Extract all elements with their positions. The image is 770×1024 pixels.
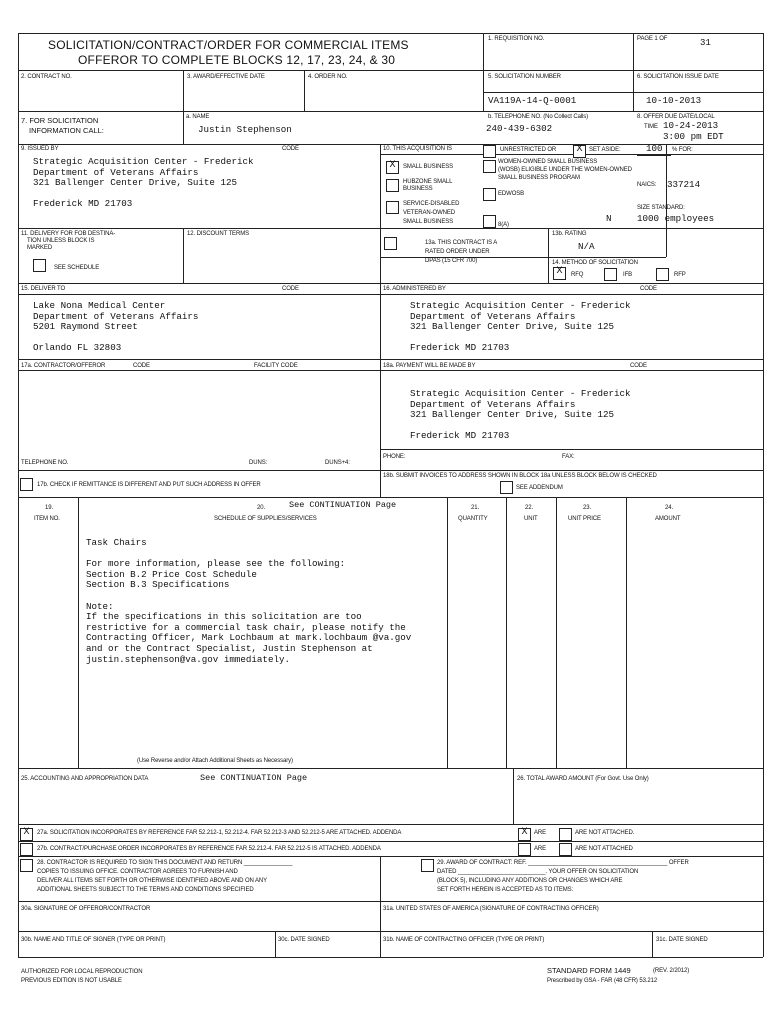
page-total: 31 bbox=[700, 38, 711, 48]
administered-by-code-label: CODE bbox=[640, 286, 657, 292]
fob-label-2: TION UNLESS BLOCK IS bbox=[27, 238, 95, 244]
page-label: PAGE 1 OF bbox=[637, 36, 668, 42]
offer-due-date[interactable]: 10-24-2013 bbox=[663, 120, 719, 131]
rating-label: 13b. RATING bbox=[552, 231, 587, 237]
fob-label-3: MARKED bbox=[27, 245, 53, 251]
unit-price-num: 23. bbox=[583, 505, 592, 511]
telephone-no-label: TELEPHONE NO. bbox=[21, 460, 69, 466]
set-aside-checkbox[interactable] bbox=[573, 145, 586, 158]
rating-value[interactable]: N/A bbox=[578, 241, 595, 252]
small-business-mark: X bbox=[389, 160, 396, 171]
wosb-label-3: SMALL BUSINESS PROGRAM bbox=[498, 175, 580, 181]
addenda-b-are-not-checkbox[interactable] bbox=[559, 843, 572, 856]
sig-31b-label: 31b. NAME OF CONTRACTING OFFICER (TYPE OR PRINT) bbox=[383, 937, 545, 943]
addenda-are-not-checkbox[interactable] bbox=[559, 828, 572, 841]
accounting-value: See CONTINUATION Page bbox=[200, 773, 308, 783]
quantity-num: 21. bbox=[471, 505, 480, 511]
sdvosb-label-2: VETERAN-OWNED bbox=[403, 210, 456, 216]
small-business-label: SMALL BUSINESS bbox=[403, 164, 454, 170]
far-27a-mark: X bbox=[23, 827, 30, 838]
issued-by-code-label: CODE bbox=[282, 146, 299, 152]
small-business-checkbox[interactable] bbox=[386, 161, 399, 174]
set-aside-mark: X bbox=[576, 144, 583, 155]
set-aside-percent[interactable]: 100 bbox=[646, 143, 663, 154]
deliver-to-code-label: CODE bbox=[282, 286, 299, 292]
sig-30b-label: 30b. NAME AND TITLE OF SIGNER (TYPE OR PRINT) bbox=[21, 937, 166, 943]
naics-label: NAICS: bbox=[637, 182, 657, 188]
award-date-label: 3. AWARD/EFFECTIVE DATE bbox=[187, 74, 265, 80]
unit-num: 22. bbox=[525, 505, 534, 511]
addenda-are-checkbox[interactable] bbox=[518, 828, 531, 841]
far-27a-label: 27a. SOLICITATION INCORPORATES BY REFERENCE FAR 52.212-1, 52.212-4. FAR 52.212-3 AND 52.212-5 ARE ATTACHED. ADDENDA bbox=[37, 830, 402, 836]
far-27b-checkbox[interactable] bbox=[20, 843, 33, 856]
amount-label: AMOUNT bbox=[655, 516, 681, 522]
schedule-footer-note: (Use Reverse and/or Attach Additional Sheets as Necessary) bbox=[137, 758, 293, 764]
deliver-to-label: 15. DELIVER TO bbox=[21, 286, 66, 292]
unit-label: UNIT bbox=[524, 516, 538, 522]
rfq-mark: X bbox=[556, 266, 563, 277]
sig-31c-label: 31c. DATE SIGNED bbox=[656, 937, 708, 943]
fob-label-1: 11. DELIVERY FOR FOB DESTINA- bbox=[21, 231, 116, 237]
award-line1: 29. AWARD OF CONTRACT: REF. ___________________________________________ OFFER bbox=[437, 860, 689, 866]
rfq-label: RFQ bbox=[571, 272, 584, 278]
addenda-b-are-label: ARE bbox=[534, 846, 547, 852]
sdvosb-label-3: SMALL BUSINESS bbox=[403, 219, 454, 225]
ifb-checkbox[interactable] bbox=[604, 268, 617, 281]
quantity-label: QUANTITY bbox=[458, 516, 488, 522]
award-checkbox[interactable] bbox=[421, 859, 434, 872]
addenda-b-are-checkbox[interactable] bbox=[518, 843, 531, 856]
see-schedule-label: SEE SCHEDULE bbox=[54, 265, 100, 271]
set-aside-label: SET ASIDE: bbox=[589, 147, 621, 153]
issued-by-address: Strategic Acquisition Center - Frederick Department of Veterans Affairs 321 Ballenger Center Drive, Suite 125 Frederick MD 21703 bbox=[33, 156, 254, 210]
ifb-label: IFB bbox=[623, 272, 633, 278]
size-standard-label: SIZE STANDARD: bbox=[637, 205, 685, 211]
form-subtitle: OFFEROR TO COMPLETE BLOCKS 12, 17, 23, 24, & 30 bbox=[78, 53, 396, 67]
edwosb-label: EDWOSB bbox=[498, 191, 525, 197]
payment-code-label: CODE bbox=[630, 363, 647, 369]
award-line4: SET FORTH HEREIN IS ACCEPTED AS TO ITEMS: bbox=[437, 887, 574, 893]
award-line3: (BLOCK 5), INCLUDING ANY ADDITIONS OR CHANGES WHICH ARE bbox=[437, 878, 623, 884]
rated-label-3: DPAS (15 CFR 700) bbox=[425, 258, 478, 264]
issue-date-label: 6. SOLICITATION ISSUE DATE bbox=[637, 74, 719, 80]
block28-line3: DELIVER ALL ITEMS SET FORTH OR OTHERWISE IDENTIFIED ABOVE AND ON ANY bbox=[37, 878, 268, 884]
sig-31a-label: 31a. UNITED STATES OF AMERICA (SIGNATURE OF CONTRACTING OFFICER) bbox=[383, 906, 599, 912]
total-award-label: 26. TOTAL AWARD AMOUNT (For Govt. Use Only) bbox=[517, 776, 649, 782]
addendum-checkbox[interactable] bbox=[500, 481, 513, 494]
rated-label-2: RATED ORDER UNDER bbox=[425, 249, 490, 255]
offer-due-label: 8. OFFER DUE DATE/LOCAL bbox=[637, 114, 715, 120]
administered-by-label: 16. ADMINISTERED BY bbox=[383, 286, 446, 292]
discount-terms-label: 12. DISCOUNT TERMS bbox=[187, 231, 249, 237]
eight-a-label: 8(A) bbox=[498, 222, 509, 228]
issue-date[interactable]: 10-10-2013 bbox=[646, 95, 702, 106]
size-standard[interactable]: 1000 employees bbox=[637, 213, 715, 224]
addendum-label: SEE ADDENDUM bbox=[516, 485, 563, 491]
supplies-label: SCHEDULE OF SUPPLIES/SERVICES bbox=[214, 516, 317, 522]
wosb-label-2: (WOSB) ELIGIBLE UNDER THE WOMEN-OWNED bbox=[498, 167, 632, 173]
rfp-checkbox[interactable] bbox=[656, 268, 669, 281]
addenda-are-mark: X bbox=[521, 827, 528, 838]
deliver-to-address: Lake Nona Medical Center Department of Veterans Affairs 5201 Raymond Street Orlando FL 32803 bbox=[33, 300, 199, 354]
hubzone-label-2: BUSINESS bbox=[403, 186, 433, 192]
footer-form-name: STANDARD FORM 1449 bbox=[547, 966, 631, 975]
rated-label-1: 13a. THIS CONTRACT IS A bbox=[425, 240, 498, 246]
form-title: SOLICITATION/CONTRACT/ORDER FOR COMMERCIAL ITEMS bbox=[48, 38, 409, 52]
contractor-sign-checkbox[interactable] bbox=[20, 859, 33, 872]
duns-label: DUNS: bbox=[249, 460, 268, 466]
naics-code[interactable]: 337214 bbox=[667, 179, 701, 190]
footer-previous-edition: PREVIOUS EDITION IS NOT USABLE bbox=[21, 978, 122, 984]
item-no-num: 19. bbox=[45, 505, 54, 511]
sdvosb-checkbox[interactable] bbox=[386, 201, 399, 214]
addenda-are-label: ARE bbox=[534, 830, 547, 836]
time-label: TIME bbox=[644, 124, 658, 130]
percent-for-label: % FOR: bbox=[672, 147, 693, 153]
remittance-checkbox[interactable] bbox=[20, 478, 33, 491]
fax-label: FAX: bbox=[562, 454, 575, 460]
phone-label: PHONE: bbox=[383, 454, 406, 460]
far-27b-label: 27b. CONTRACT/PURCHASE ORDER INCORPORATES BY REFERENCE FAR 52.212-4. FAR 52.212-5 IS ATTACHED. ADDENDA bbox=[37, 846, 381, 852]
acquisition-label: 10. THIS ACQUISITION IS bbox=[383, 146, 452, 152]
amount-num: 24. bbox=[665, 505, 674, 511]
wosb-checkbox[interactable] bbox=[483, 160, 496, 173]
name-label: a. NAME bbox=[186, 114, 210, 120]
sdvosb-label-1: SERVICE-DISABLED bbox=[403, 201, 460, 207]
addenda-are-not-label: ARE NOT ATTACHED. bbox=[575, 830, 635, 836]
payment-address: Strategic Acquisition Center - Frederick Department of Veterans Affairs 321 Ballenger Center Drive, Suite 125 Frederick MD 21703 bbox=[410, 388, 631, 442]
unrestricted-label: UNRESTRICTED OR bbox=[500, 147, 557, 153]
contract-no-label: 2. CONTRACT NO. bbox=[21, 74, 72, 80]
hubzone-label-1: HUBZONE SMALL bbox=[403, 179, 453, 185]
footer-prescribed: Prescribed by GSA - FAR (48 CFR) 53.212 bbox=[547, 978, 658, 984]
rfq-checkbox[interactable] bbox=[553, 267, 566, 280]
telephone-label: b. TELEPHONE NO. (No Collect Calls) bbox=[488, 114, 589, 120]
block28-line1: 28. CONTRACTOR IS REQUIRED TO SIGN THIS DOCUMENT AND RETURN _______________ bbox=[37, 860, 293, 866]
info-call-label-2: INFORMATION CALL: bbox=[29, 126, 104, 135]
offer-due-time[interactable]: 3:00 pm EDT bbox=[663, 131, 724, 142]
far-27a-checkbox[interactable] bbox=[20, 828, 33, 841]
footer-revision: (REV. 2/2012) bbox=[653, 968, 690, 974]
issued-by-label: 9. ISSUED BY bbox=[21, 146, 59, 152]
hubzone-checkbox[interactable] bbox=[386, 179, 399, 192]
block28-line4: ADDITIONAL SHEETS SUBJECT TO THE TERMS AND CONDITIONS SPECIFIED bbox=[37, 887, 254, 893]
requisition-no-label: 1. REQUISITION NO. bbox=[488, 36, 545, 42]
schedule-body: Task Chairs For more information, please see the following: Section B.2 Price Cost Schedule Section B.3 Specifications Note: If the specifications in this solicitation are too restrictive for a commercial task chair, please notify the Contracting Officer, Mark Lochbaum at mark.lochbaum @va.gov and or the Contract Specialist, Justin Stephenson at justin.stephenson@va.gov immediately. bbox=[86, 537, 412, 665]
item-no-label: ITEM NO. bbox=[34, 516, 60, 522]
supplies-continuation-note: See CONTINUATION Page bbox=[289, 500, 397, 510]
edwosb-checkbox[interactable] bbox=[483, 188, 496, 201]
accounting-label: 25. ACCOUNTING AND APPROPRIATION DATA bbox=[21, 776, 149, 782]
sig-30a-label: 30a. SIGNATURE OF OFFEROR/CONTRACTOR bbox=[21, 906, 151, 912]
supplies-num: 20. bbox=[257, 505, 266, 511]
contractor-code-label: CODE bbox=[133, 363, 150, 369]
eight-a-checkbox[interactable] bbox=[483, 215, 496, 228]
duns4-label: DUNS+4: bbox=[325, 460, 350, 466]
award-line2: DATED ___________________________. YOUR OFFER ON SOLICITATION bbox=[437, 869, 639, 875]
solicitation-no[interactable]: VA119A-14-Q-0001 bbox=[488, 95, 577, 106]
rated-order-checkbox[interactable] bbox=[384, 237, 397, 250]
order-no-label: 4. ORDER NO. bbox=[308, 74, 348, 80]
rfp-label: RFP bbox=[674, 272, 686, 278]
contact-name[interactable]: Justin Stephenson bbox=[198, 124, 292, 135]
unrestricted-checkbox[interactable] bbox=[483, 145, 496, 158]
solicitation-no-label: 5. SOLICITATION NUMBER bbox=[488, 74, 561, 80]
info-call-label-1: 7. FOR SOLICITATION bbox=[21, 116, 99, 125]
sig-30c-label: 30c. DATE SIGNED bbox=[278, 937, 330, 943]
n-mark: N bbox=[606, 213, 612, 224]
invoice-label: 18b. SUBMIT INVOICES TO ADDRESS SHOWN IN BLOCK 18a UNLESS BLOCK BELOW IS CHECKED bbox=[383, 473, 657, 479]
see-schedule-checkbox[interactable] bbox=[33, 259, 46, 272]
method-label: 14. METHOD OF SOLICITATION bbox=[552, 260, 638, 266]
contractor-label: 17a. CONTRACTOR/OFFEROR bbox=[21, 363, 106, 369]
telephone-no[interactable]: 240-439-6302 bbox=[486, 123, 553, 134]
remittance-label: 17b. CHECK IF REMITTANCE IS DIFFERENT AND PUT SUCH ADDRESS IN OFFER bbox=[37, 482, 261, 488]
wosb-label-1: WOMEN-OWNED SMALL BUSINESS bbox=[498, 159, 598, 165]
unit-price-label: UNIT PRICE bbox=[568, 516, 601, 522]
administered-by-address: Strategic Acquisition Center - Frederick Department of Veterans Affairs 321 Ballenger Center Drive, Suite 125 Frederick MD 21703 bbox=[410, 300, 631, 354]
footer-reproduction: AUTHORIZED FOR LOCAL REPRODUCTION bbox=[21, 969, 143, 975]
block28-line2: COPIES TO ISSUING OFFICE. CONTRACTOR AGREES TO FURNISH AND bbox=[37, 869, 238, 875]
addenda-b-are-not-label: ARE NOT ATTACHED bbox=[575, 846, 633, 852]
payment-label: 18a. PAYMENT WILL BE MADE BY bbox=[383, 363, 476, 369]
facility-code-label: FACILITY CODE bbox=[254, 363, 298, 369]
